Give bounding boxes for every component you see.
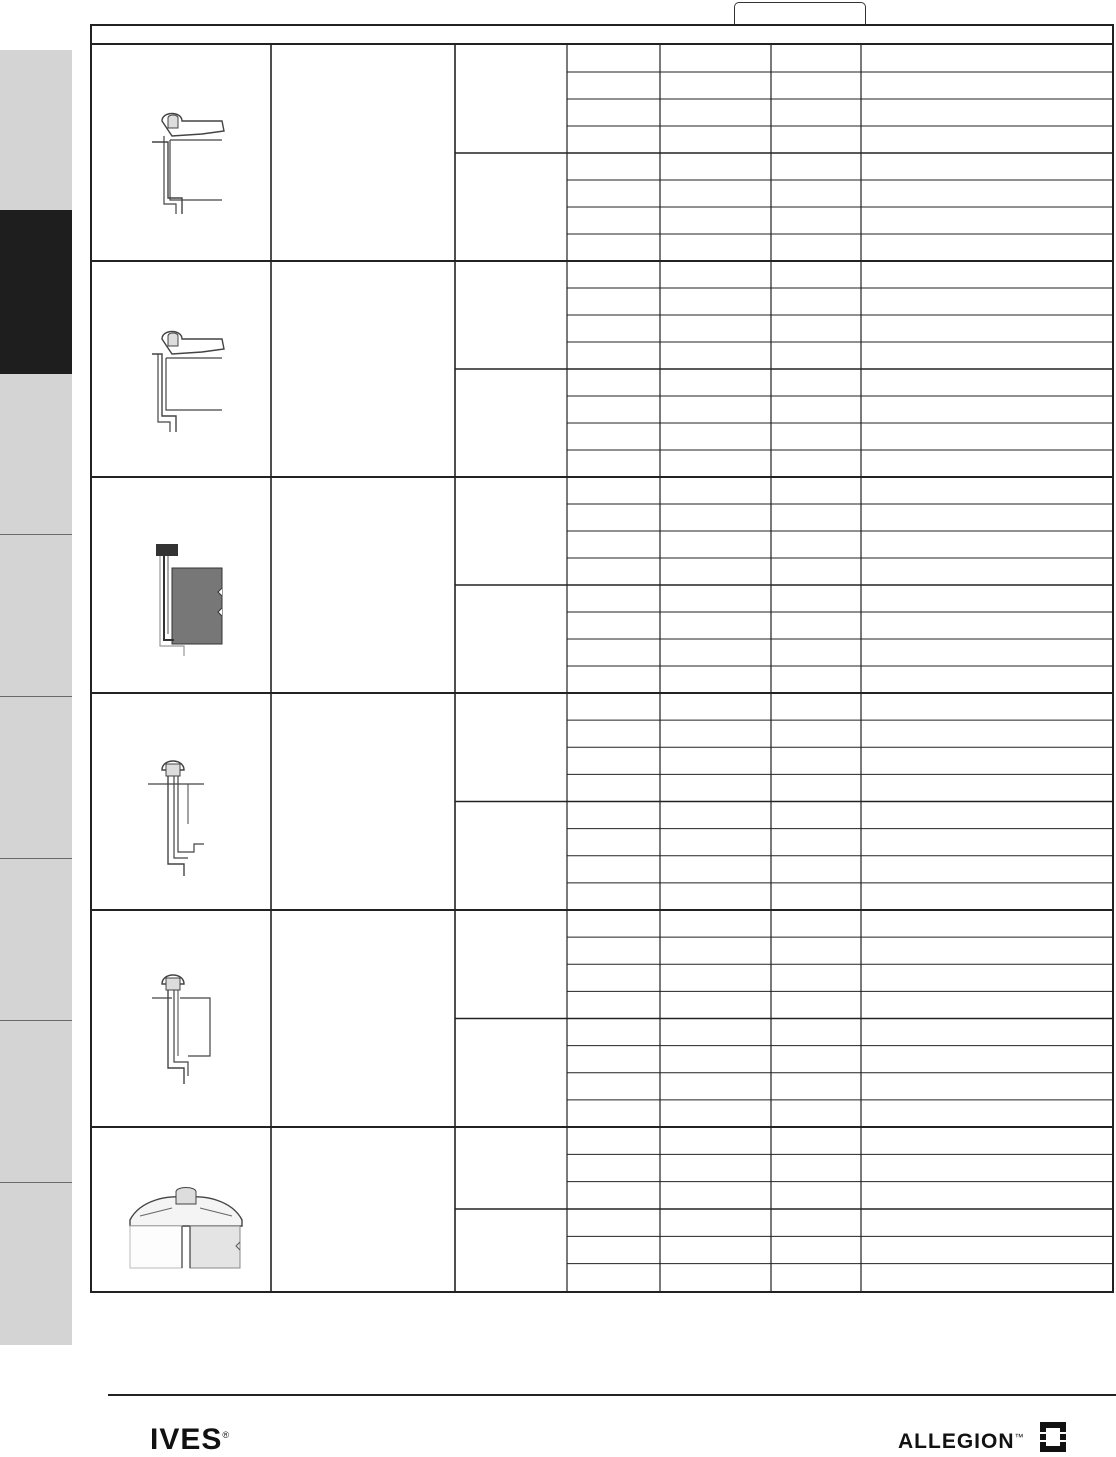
hinge-profile-wide-cover-icon (126, 1186, 246, 1270)
hinge-profile-channel-icon (142, 106, 232, 221)
section-tab-divider (0, 696, 72, 697)
ives-logo: IVES® (150, 1423, 231, 1456)
allegion-logo: ALLEGION™ (898, 1430, 1025, 1453)
section-tab-divider (0, 858, 72, 859)
footer-rule (108, 1394, 1116, 1396)
hinge-profile-double-channel-icon (144, 754, 234, 879)
header-tab (734, 2, 866, 24)
section-tab-divider (0, 1182, 72, 1183)
table-grid (92, 26, 1112, 1291)
section-tab-divider (0, 1020, 72, 1021)
hinge-profile-channel-offset-icon (142, 324, 232, 439)
hinge-profile-door-edge-icon (142, 538, 232, 658)
section-tab-divider (0, 534, 72, 535)
section-tabs (0, 50, 72, 1345)
allegion-mark-icon (1036, 1420, 1070, 1454)
section-tab-active[interactable] (0, 210, 72, 374)
hinge-profile-double-offset-icon (148, 968, 238, 1093)
spec-table (90, 24, 1114, 1293)
